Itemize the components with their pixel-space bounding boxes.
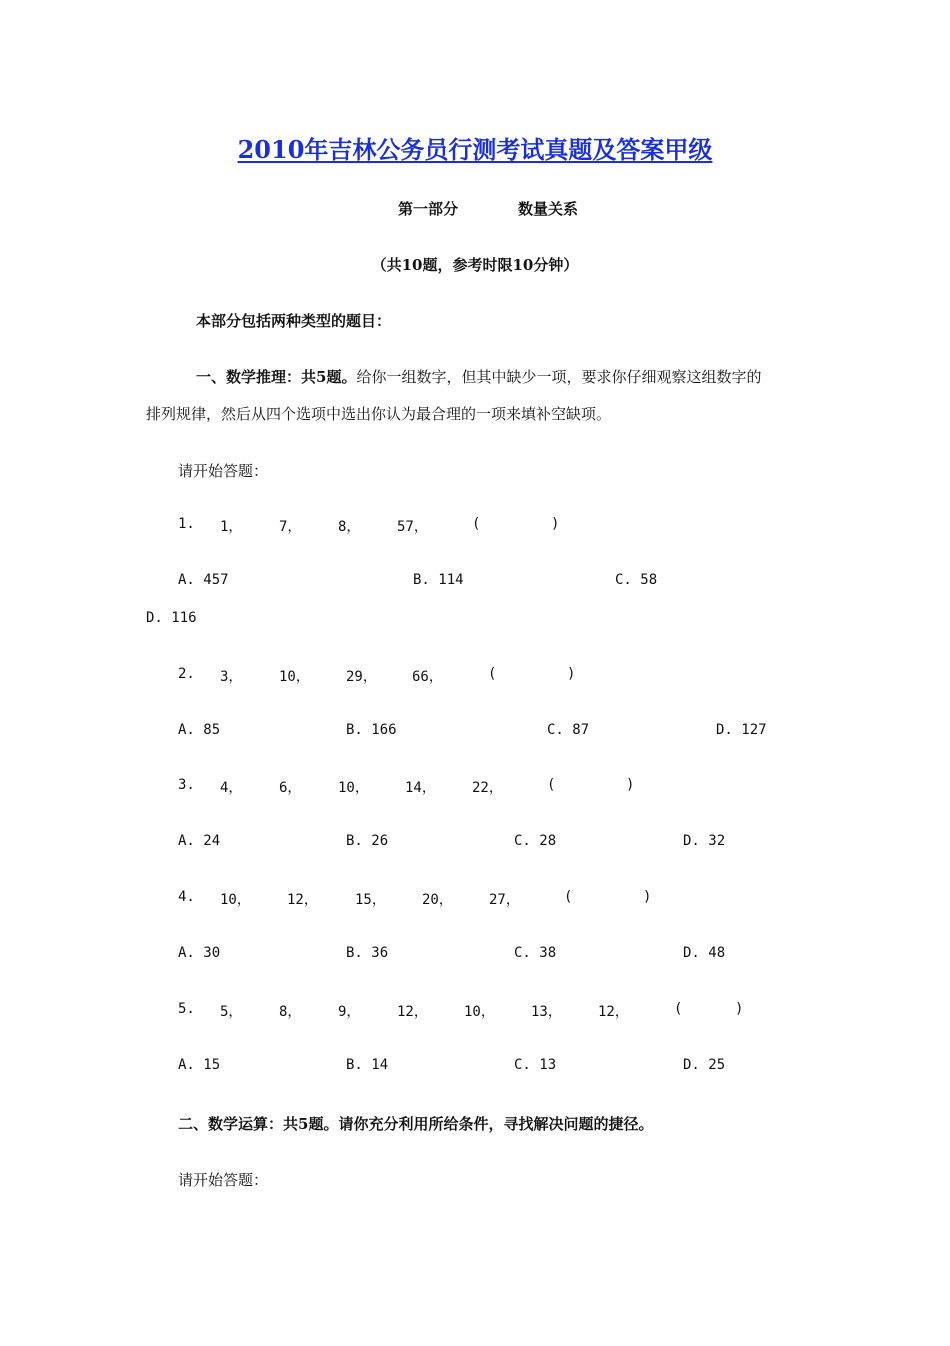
option-b: B. 114 (413, 572, 464, 588)
section1-desc2: 排列规律，然后从四个选项中选出你认为最合理的一项来填补空缺项。 (146, 405, 612, 423)
time-note: （共10题，参考时限10分钟） (371, 256, 579, 274)
sequence-item: 12， (287, 892, 318, 908)
option-c: C. 87 (547, 722, 590, 738)
sequence-item: 7， (279, 519, 302, 535)
question-number: 2. (178, 666, 195, 682)
sequence-item: 20， (422, 892, 453, 908)
section1-heading: 一、数学推理：共5题。 (196, 368, 357, 386)
sequence-item: 29， (346, 669, 377, 685)
blank-open: ( (472, 516, 481, 532)
sequence-item: 8， (338, 519, 361, 535)
option-b: B. 36 (346, 945, 389, 961)
option-a: A. 15 (178, 1057, 221, 1073)
section1-line1 (196, 366, 761, 387)
intro-text: 本部分包括两种类型的题目： (196, 312, 392, 330)
option-c: C. 38 (514, 945, 557, 961)
blank-open: ( (564, 889, 573, 905)
sequence-item: 9， (338, 1004, 361, 1020)
sequence-item: 14， (405, 780, 436, 796)
option-a: A. 85 (178, 722, 221, 738)
question-number: 5. (178, 1001, 195, 1017)
option-c: C. 28 (514, 833, 557, 849)
question-number: 3. (178, 777, 195, 793)
option-d: D. 127 (716, 722, 767, 738)
blank-close: ) (551, 516, 560, 532)
blank-open: ( (674, 1001, 683, 1017)
document-title[interactable] (0, 130, 950, 165)
sequence-item: 57， (397, 519, 428, 535)
sequence-item: 5， (220, 1004, 243, 1020)
blank-close: ) (626, 777, 635, 793)
question-number: 4. (178, 889, 195, 905)
sequence-item: 27， (489, 892, 520, 908)
sequence-item: 15， (355, 892, 386, 908)
section1-desc1: 给你一组数字，但其中缺少一项，要求你仔细观察这组数字的 (356, 368, 762, 386)
blank-open: ( (547, 777, 556, 793)
blank-open: ( (488, 666, 497, 682)
sequence-item: 12， (397, 1004, 428, 1020)
question-number: 1. (178, 516, 195, 532)
sequence-item: 10， (338, 780, 369, 796)
sequence-item: 6， (279, 780, 302, 796)
option-b: B. 26 (346, 833, 389, 849)
sequence-item: 22， (472, 780, 503, 796)
blank-close: ) (643, 889, 652, 905)
sequence-item: 66， (412, 669, 443, 685)
sequence-item: 10， (220, 892, 251, 908)
option-d: D. 32 (683, 833, 726, 849)
option-d: D. 48 (683, 945, 726, 961)
sequence-item: 3， (220, 669, 243, 685)
sequence-item: 10， (464, 1004, 495, 1020)
section2-heading: 二、数学运算：共5题。请你充分利用所给条件，寻找解决问题的捷径。 (178, 1115, 654, 1133)
sequence-item: 8， (279, 1004, 302, 1020)
sequence-item: 13， (531, 1004, 562, 1020)
sequence-item: 1， (220, 519, 243, 535)
sequence-item: 12， (598, 1004, 629, 1020)
option-c: C. 13 (514, 1057, 557, 1073)
start-label-2: 请开始答题： (178, 1171, 269, 1189)
sequence-item: 4， (220, 780, 243, 796)
blank-close: ) (735, 1001, 744, 1017)
option-d: D. 25 (683, 1057, 726, 1073)
title-link[interactable]: 2010年吉林公务员行测考试真题及答案甲级 (237, 135, 713, 164)
option-b: B. 14 (346, 1057, 389, 1073)
sequence-item: 10， (279, 669, 310, 685)
option-b: B. 166 (346, 722, 397, 738)
option-d: D. 116 (146, 610, 197, 626)
part-name: 数量关系 (518, 200, 579, 218)
option-c: C. 58 (615, 572, 658, 588)
part-label: 第一部分 (398, 200, 459, 218)
blank-close: ) (567, 666, 576, 682)
option-a: A. 30 (178, 945, 221, 961)
option-a: A. 457 (178, 572, 229, 588)
start-label: 请开始答题： (178, 462, 269, 480)
option-a: A. 24 (178, 833, 221, 849)
